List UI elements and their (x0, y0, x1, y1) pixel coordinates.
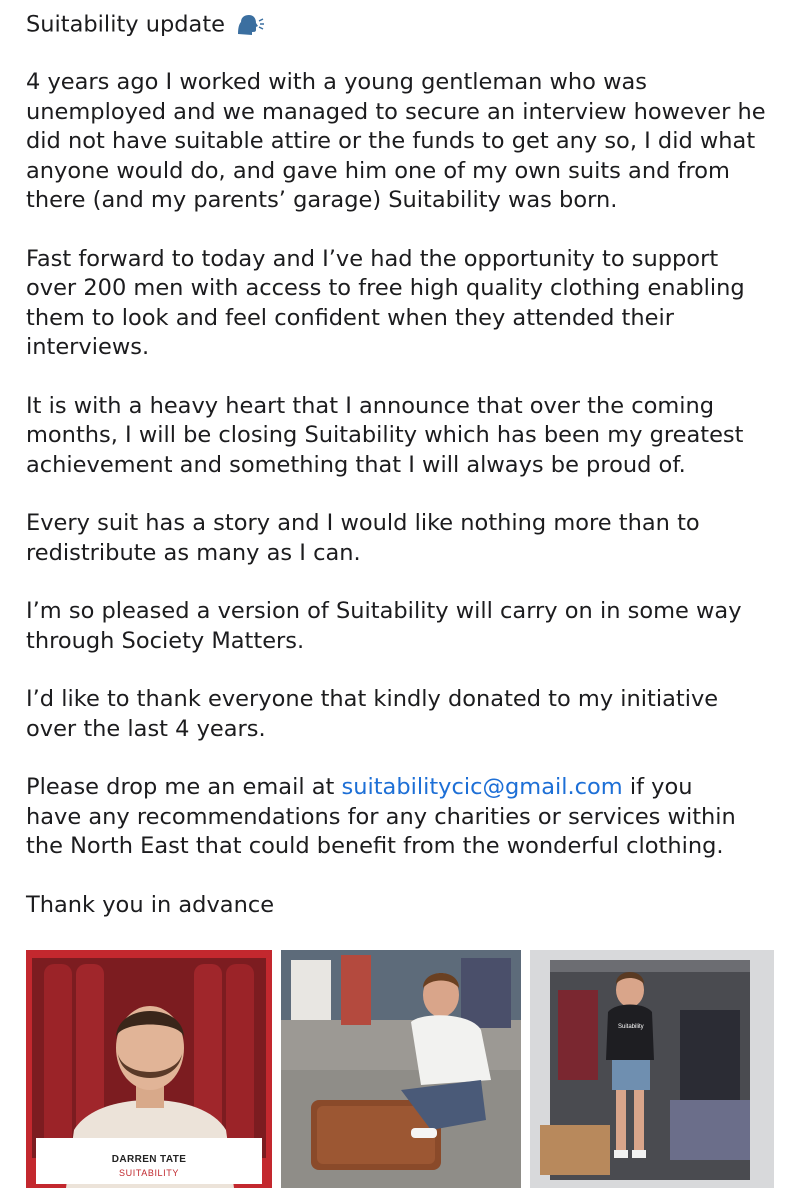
text-line: I’d like to thank everyone that kindly donated to my initiative (26, 686, 719, 712)
contact-suffix: if you (622, 774, 693, 800)
speaking-head-icon (235, 13, 265, 37)
paragraph-closing-announcement (26, 392, 796, 481)
text-line: unemployed and we managed to secure an interview however he (26, 98, 766, 125)
text-line: I’m so pleased a version of Suitability will carry on in some way (26, 598, 742, 624)
caption-org: SUITABILITY (119, 1168, 179, 1178)
text-line: anyone would do, and gave him one of my own suits and from (26, 157, 730, 184)
paragraph-origin (26, 68, 796, 216)
text-line: Every suit has a story and I would like nothing more than to (26, 510, 700, 536)
text-line: the North East that could benefit from the wonderful clothing. (26, 833, 724, 859)
photo-gallery (26, 950, 774, 1188)
paragraph-thanks (26, 685, 796, 744)
post-title: Suitability update (26, 11, 226, 38)
paragraph-today (26, 245, 796, 363)
paragraph-society-matters (26, 597, 796, 656)
text-line: Thank you in advance (26, 891, 275, 918)
text-line: over the last 4 years. (26, 715, 266, 742)
portrait-photo[interactable] (26, 950, 272, 1188)
text-line: Fast forward to today and I’ve had the opportunity to support (26, 245, 719, 272)
post-title-row (26, 9, 796, 39)
container-illustration (530, 950, 774, 1188)
text-line: It is with a heavy heart that I announce that over the coming (26, 392, 715, 419)
suitcase-illustration (281, 950, 521, 1188)
text-line: 4 years ago I worked with a young gentleman who was (26, 69, 648, 95)
paragraph-every-suit (26, 509, 796, 568)
text-line: did not have suitable attire or the funds to get any so, I did what (26, 128, 756, 154)
text-line: achievement and something that I will always be proud of. (26, 451, 686, 478)
text-line: interviews. (26, 334, 150, 360)
post (26, 9, 796, 920)
text-line: through Society Matters. (26, 627, 305, 654)
storage-container-photo[interactable] (530, 950, 774, 1188)
text-line: over 200 men with access to free high quality clothing enabling (26, 275, 745, 301)
paragraph-contact (26, 773, 796, 862)
paragraph-sign-off (26, 891, 796, 921)
suitcase-photo[interactable] (281, 950, 521, 1188)
caption-name: DARREN TATE (111, 1154, 187, 1165)
text-line (26, 773, 796, 803)
text-line: redistribute as many as I can. (26, 539, 361, 566)
text-line: have any recommendations for any charities or services within (26, 803, 736, 830)
contact-prefix: Please drop me an email at (26, 774, 342, 800)
photo-caption (36, 1138, 262, 1184)
email-link[interactable]: suitabilitycic@gmail.com (341, 774, 623, 800)
shirt-logo-text: Suitability (618, 1024, 644, 1030)
text-line: months, I will be closing Suitability which has been my greatest (26, 422, 744, 448)
text-line: there (and my parents’ garage) Suitability was born. (26, 187, 618, 213)
text-line: them to look and feel confident when they attended their (26, 304, 674, 331)
